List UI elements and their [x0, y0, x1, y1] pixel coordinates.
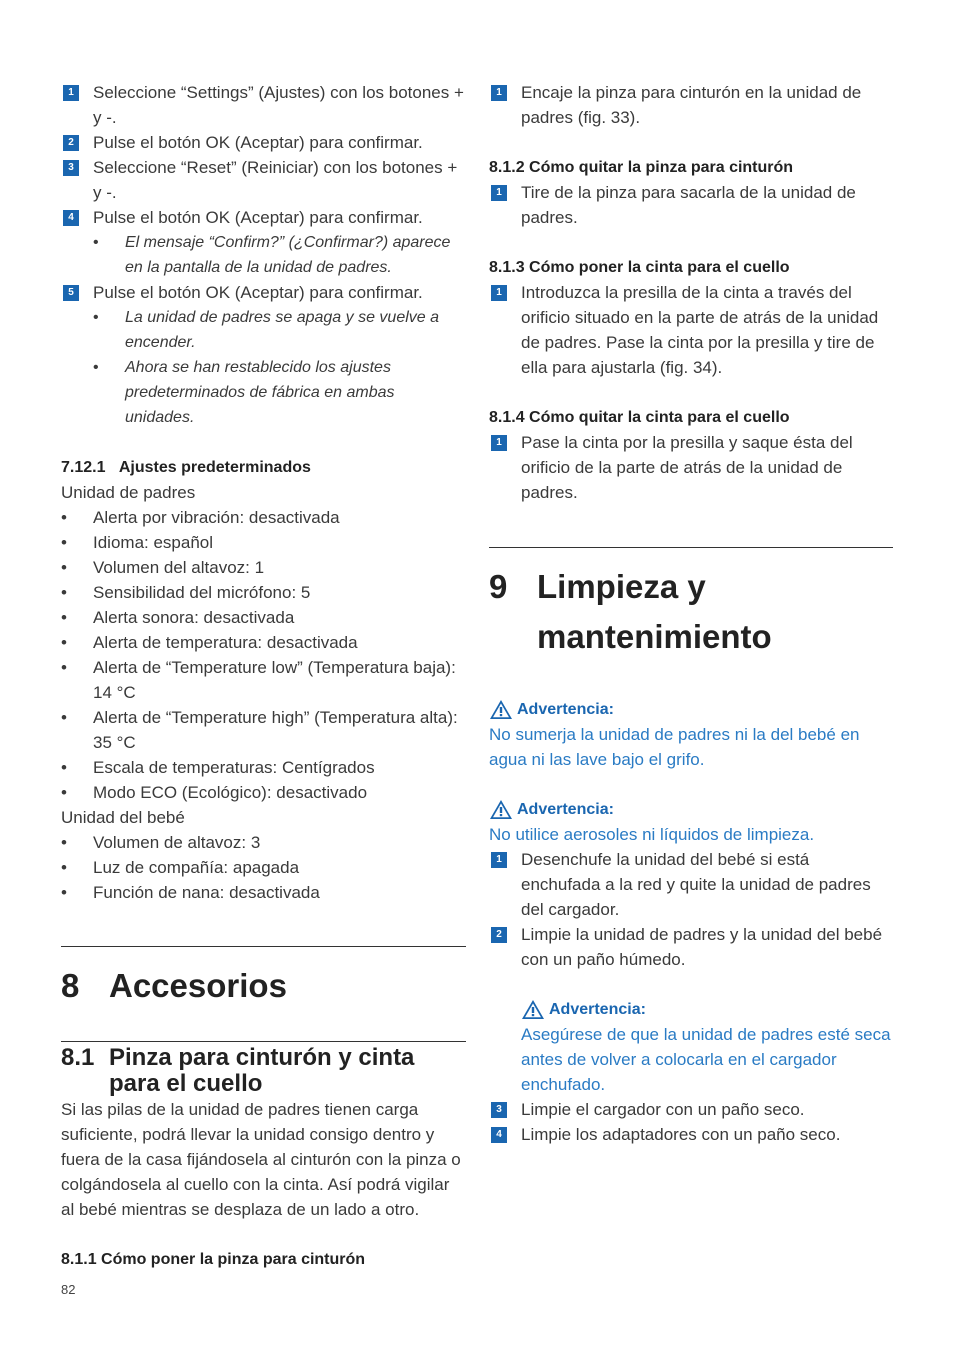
step-text: Tire de la pinza para sacarla de la unidad de padres. — [521, 183, 856, 227]
chapter-8-heading — [61, 961, 466, 1011]
parent-default-item: • Escala de temperaturas: Centígrados — [61, 755, 466, 780]
reset-step-4 — [61, 205, 466, 230]
section-8-1-4-heading: 8.1.4 Cómo quitar la cinta para el cuello — [489, 409, 790, 426]
section-8-1-3-heading: 8.1.3 Cómo poner la cinta para el cuello — [489, 259, 790, 276]
section-8-1-body: Si las pilas de la unidad de padres tienen carga suficiente, podrá llevar la unidad consigo dentro y fuera de la casa fijándosela al cinturón con la pinza o colgándosela al cuello con la cinta. Así podrá vigilar al bebé mientras se desplaza de un lado a otro. — [61, 1100, 461, 1219]
parent-default-item: • Modo ECO (Ecológico): desactivado — [61, 780, 466, 805]
step-number-badge: 1 — [491, 285, 507, 301]
baby-unit-label: Unidad del bebé — [61, 808, 185, 827]
parent-default-item: • Volumen del altavoz: 1 — [61, 555, 466, 580]
chapter-number: 8 — [61, 967, 80, 1004]
step-text: Introduzca la presilla de la cinta a través del orificio situado en la parte de atrás de la unidad de padres. Pase la cinta por la presilla y tire de ella para ajustarla (fig. 34). — [521, 283, 879, 377]
step-number-badge: 2 — [491, 927, 507, 943]
step5-note-1: • La unidad de padres se apaga y se vuelve a encender. — [61, 305, 466, 355]
step-text: Pulse el botón OK (Aceptar) para confirmar. — [93, 283, 423, 302]
parent-default-item: • Alerta de “Temperature high” (Temperatura alta): 35 °C — [61, 705, 466, 755]
baby-default-item: • Función de nana: desactivada — [61, 880, 466, 905]
section-title: Pinza para cinturón y cinta para el cuello — [109, 1044, 415, 1097]
s813-step-1 — [489, 280, 893, 380]
reset-step-3 — [61, 155, 466, 205]
warning-3 — [489, 997, 893, 1097]
parent-default-item: • Alerta sonora: desactivada — [61, 605, 466, 630]
warning-label: Advertencia: — [517, 801, 614, 818]
step-text: Encaje la pinza para cinturón en la unidad de padres (fig. 33). — [521, 83, 862, 127]
warning-label: Advertencia: — [517, 701, 614, 718]
step-number-badge: 2 — [63, 135, 79, 151]
clean-step-3 — [489, 1097, 893, 1122]
step-text: Limpie la unidad de padres y la unidad del bebé con un paño húmedo. — [521, 925, 883, 969]
warning-1-title — [489, 697, 893, 722]
clean-step-4 — [489, 1122, 893, 1147]
parent-default-item: • Alerta de “Temperature low” (Temperatura baja): 14 °C — [61, 655, 466, 705]
warning-triangle-icon — [521, 999, 545, 1020]
section-number: 8.1 — [61, 1044, 95, 1071]
step-number-badge: 1 — [491, 852, 507, 868]
step-number-badge: 1 — [491, 85, 507, 101]
parent-unit-label: Unidad de padres — [61, 483, 196, 502]
warning-2-title — [489, 797, 893, 822]
section-8-1-2-heading: 8.1.2 Cómo quitar la pinza para cinturón — [489, 159, 794, 176]
step5-note-2: • Ahora se han restablecido los ajustes predeterminados de fábrica en ambas unidades. — [61, 355, 466, 430]
clean-step-2 — [489, 922, 893, 972]
warning-label: Advertencia: — [549, 1001, 646, 1018]
defaults-heading-number: 7.12.1 — [61, 459, 106, 476]
step-number-badge: 1 — [491, 435, 507, 451]
step-text: Desenchufe la unidad del bebé si está enchufada a la red y quite la unidad de padres del cargador. — [521, 850, 871, 919]
s812-step-1 — [489, 180, 893, 230]
chapter-title: Accesorios — [109, 967, 287, 1004]
warning-3-title — [521, 997, 893, 1022]
step-text: Seleccione “Settings” (Ajustes) con los botones + y -. — [93, 83, 464, 127]
reset-step-5 — [61, 280, 466, 305]
warning-3-text: Asegúrese de que la unidad de padres esté seca antes de volver a colocarla en el cargador enchufado. — [521, 1025, 891, 1094]
step-text: Limpie el cargador con un paño seco. — [521, 1100, 805, 1119]
baby-default-item: • Luz de compañía: apagada — [61, 855, 466, 880]
s814-step-1 — [489, 430, 893, 505]
step-number-badge: 4 — [63, 210, 79, 226]
step-number-badge: 4 — [491, 1127, 507, 1143]
step-text: Limpie los adaptadores con un paño seco. — [521, 1125, 841, 1144]
warning-1-text: No sumerja la unidad de padres ni la del bebé en agua ni las lave bajo el grifo. — [489, 725, 860, 769]
step-number-badge: 3 — [491, 1102, 507, 1118]
chapter-number: 9 — [489, 568, 508, 605]
defaults-heading-title: Ajustes predeterminados — [118, 459, 311, 476]
defaults-heading — [61, 455, 466, 480]
step-text: Pulse el botón OK (Aceptar) para confirmar. — [93, 208, 423, 227]
step-text: Pulse el botón OK (Aceptar) para confirmar. — [93, 133, 423, 152]
step-text: Seleccione “Reset” (Reiniciar) con los botones + y -. — [93, 158, 458, 202]
chapter-9-heading — [489, 562, 893, 662]
reset-step-1 — [61, 80, 466, 130]
parent-default-item: • Alerta por vibración: desactivada — [61, 505, 466, 530]
warning-triangle-icon — [489, 699, 513, 720]
s811-step-1 — [489, 80, 893, 130]
page-number: 82 — [61, 1282, 76, 1297]
step-number-badge: 1 — [63, 85, 79, 101]
section-8-1-1-heading: 8.1.1 Cómo poner la pinza para cinturón — [61, 1251, 366, 1268]
parent-default-item: • Idioma: español — [61, 530, 466, 555]
left-column — [61, 80, 466, 1272]
parent-default-item: • Alerta de temperatura: desactivada — [61, 630, 466, 655]
parent-default-item: • Sensibilidad del micrófono: 5 — [61, 580, 466, 605]
warning-2-text: No utilice aerosoles ni líquidos de limpieza. — [489, 825, 815, 844]
section-8-1-heading — [61, 1045, 466, 1097]
step-number-badge: 3 — [63, 160, 79, 176]
step-number-badge: 5 — [63, 285, 79, 301]
reset-step-2 — [61, 130, 466, 155]
chapter-title: Limpieza y mantenimiento — [537, 568, 772, 655]
step4-note: • El mensaje “Confirm?” (¿Confirmar?) aparece en la pantalla de la unidad de padres. — [61, 230, 466, 280]
step-text: Pase la cinta por la presilla y saque ésta del orificio de la parte de atrás de la unidad de padres. — [521, 433, 853, 502]
step-number-badge: 1 — [491, 185, 507, 201]
warning-triangle-icon — [489, 799, 513, 820]
baby-default-item: • Volumen de altavoz: 3 — [61, 830, 466, 855]
right-column — [489, 80, 893, 1147]
clean-step-1 — [489, 847, 893, 922]
